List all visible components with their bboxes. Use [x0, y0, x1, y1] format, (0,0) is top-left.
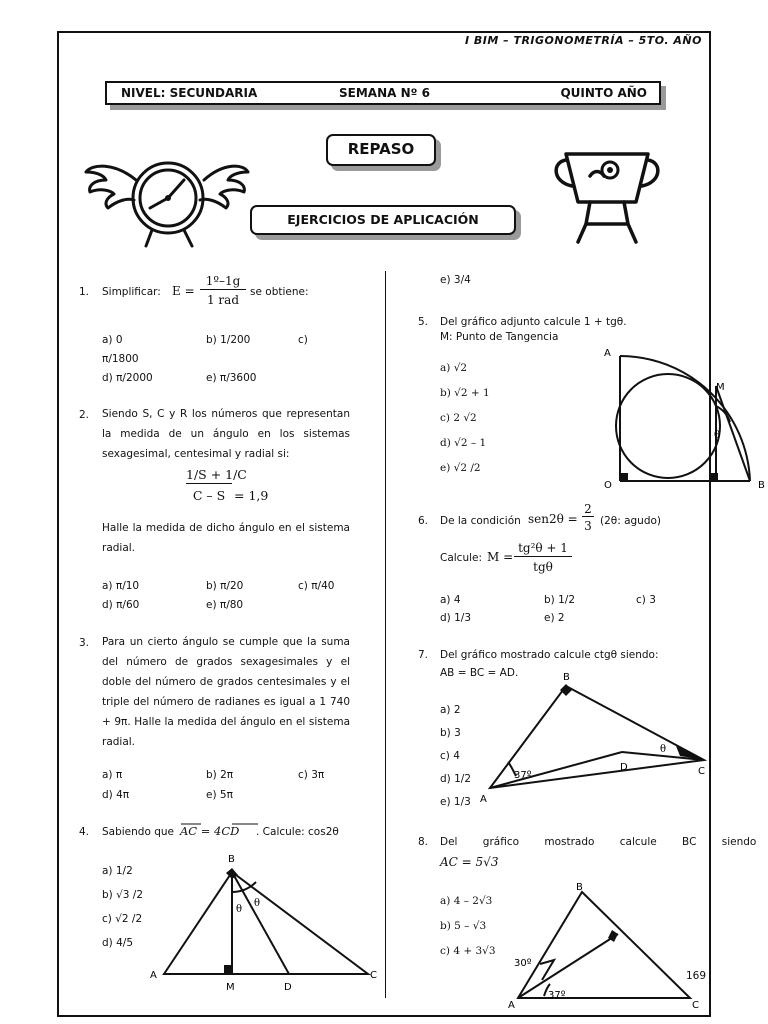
option: b) 2π — [206, 769, 234, 781]
problem-number: 4. — [79, 826, 90, 838]
problem-note: (2θ: agudo) — [600, 515, 662, 527]
problem-number: 1. — [79, 286, 90, 298]
formula-numerator: 1º–1g — [200, 275, 246, 290]
option: e) π/80 — [206, 599, 244, 611]
section-subtitle: EJERCICIOS DE APLICACIÓN — [250, 205, 516, 235]
option: d) 4π — [102, 789, 130, 801]
problem-number: 8. — [418, 836, 429, 848]
formula-numerator: 2 — [582, 503, 594, 517]
vertex-label-a: A — [508, 1000, 515, 1011]
point-label-d: D — [284, 982, 292, 993]
option: a) 2 — [440, 704, 461, 716]
course-header: I BIM – TRIGONOMETRÍA – 5TO. AÑO — [464, 34, 702, 47]
formula-lhs: E = — [172, 284, 195, 298]
option: e) 3/4 — [440, 274, 471, 286]
overline-marks — [180, 823, 260, 827]
problem-text: Simplificar: — [102, 286, 161, 298]
option: c) — [298, 334, 308, 346]
option: d) 1/2 — [440, 773, 471, 785]
triangle-diagram-p4 — [150, 852, 385, 994]
option: e) 5π — [206, 789, 233, 801]
option: b) √3 /2 — [102, 889, 144, 901]
page-number: 169 — [686, 970, 707, 982]
formula-condition: AC = 4CD — [180, 824, 240, 838]
angle-label-37: 37º — [548, 990, 566, 1001]
year-label: QUINTO AÑO — [560, 86, 647, 100]
formula-denominator: tgθ — [533, 560, 553, 574]
option: π/1800 — [102, 353, 139, 365]
problem-number: 7. — [418, 649, 429, 661]
week-label: SEMANA Nº 6 — [339, 86, 430, 100]
vertex-label-b: B — [576, 882, 583, 893]
option: c) √2 /2 — [102, 913, 143, 925]
problem-text — [440, 836, 757, 849]
problem-text: Sabiendo que — [102, 826, 175, 838]
option: c) 2 √2 — [440, 412, 477, 424]
option: b) π/20 — [206, 580, 244, 592]
option: a) √2 — [440, 362, 468, 374]
problem-text-tail: se obtiene: — [250, 286, 309, 298]
vertex-label-c: C — [692, 1000, 699, 1011]
option: d) 4/5 — [102, 937, 133, 949]
vertex-label-a: A — [150, 970, 157, 981]
vertex-label-b: B — [228, 854, 235, 865]
option: b) √2 + 1 — [440, 387, 490, 399]
angle-label-theta: θ — [254, 898, 261, 909]
formula-numerator: tg²θ + 1 — [514, 542, 572, 557]
problem-text: Del gráfico mostrado calcule ctgθ siendo: — [440, 649, 659, 661]
angle-label-theta: θ — [660, 744, 667, 755]
vertex-label-c: C — [698, 766, 705, 777]
triangle-diagram-p7 — [476, 670, 711, 810]
problem-text-span: Del gráfico mostrado calcule BC siendo — [440, 836, 757, 848]
problem-number: 3. — [79, 637, 90, 649]
level-label: NIVEL: SECUNDARIA — [121, 86, 258, 100]
option: b) 1/2 — [544, 594, 575, 606]
option: c) π/40 — [298, 580, 335, 592]
point-label-a: A — [604, 348, 611, 359]
problem-text: De la condición — [440, 515, 521, 527]
formula-rhs: = 1,9 — [234, 488, 269, 503]
problem-text: Halle la medida de dicho ángulo en el sistema radial. — [102, 522, 350, 554]
option: e) √2 /2 — [440, 462, 481, 474]
problem-number: 5. — [418, 316, 429, 328]
option: a) 4 — [440, 594, 461, 606]
angle-label-theta: θ — [714, 430, 721, 441]
option: d) 1/3 — [440, 612, 471, 624]
option: c) 3 — [636, 594, 656, 606]
point-label-o: O — [604, 480, 612, 491]
option: a) 0 — [102, 334, 123, 346]
problem-note: M: Punto de Tangencia — [440, 331, 559, 343]
quarter-circle-diagram-p5 — [600, 346, 765, 491]
trophy-character-illustration — [552, 146, 662, 246]
problem-text-tail: . Calcule: cos2θ — [256, 826, 339, 838]
formula-lhs: M = — [487, 550, 514, 564]
formula-condition: sen2θ = — [528, 512, 578, 526]
option: b) 5 – √3 — [440, 920, 487, 932]
angle-label-theta: θ — [236, 904, 243, 915]
angle-label-30: 30º — [514, 958, 532, 969]
problem-number: 6. — [418, 515, 429, 527]
option: b) 1/200 — [206, 334, 251, 346]
option: a) π — [102, 769, 123, 781]
problem-text: Siendo S, C y R los números que representan la medida de un ángulo en los sistemas sexagesimal, centesimal y radial si: — [102, 408, 350, 460]
point-label-b: B — [758, 480, 765, 491]
triangle-diagram-p8 — [504, 880, 707, 1020]
point-label-m: M — [716, 382, 725, 393]
angle-label: 37º — [514, 770, 532, 781]
option: b) 3 — [440, 727, 461, 739]
formula-denominator: 1 rad — [206, 293, 240, 307]
vertex-label-b: B — [563, 672, 570, 683]
problem-text: Calcule: — [440, 552, 483, 564]
option: e) 1/3 — [440, 796, 471, 808]
vertex-label-c: C — [370, 970, 377, 981]
option: c) 4 + 3√3 — [440, 945, 496, 957]
option: e) π/3600 — [206, 372, 257, 384]
page-title: REPASO — [326, 134, 436, 166]
option: d) π/2000 — [102, 372, 153, 384]
column-divider — [385, 271, 386, 998]
option: d) √2 – 1 — [440, 437, 487, 449]
problem-condition: AB = BC = AD. — [440, 667, 519, 679]
point-label-d: D — [620, 762, 628, 773]
problem-number: 2. — [79, 409, 90, 421]
winged-clock-illustration — [84, 150, 249, 250]
formula-condition: AC = 5√3 — [440, 855, 499, 869]
formula-denominator: 3 — [584, 519, 592, 533]
option: c) 4 — [440, 750, 460, 762]
problem-text: Para un cierto ángulo se cumple que la suma del número de grados sexagesimales y el doble del número de grados centesimales y el triple del número de radianes es igual a 1 740 + 9π. Halle la medida del ángulo en el sistema radial. — [102, 636, 350, 748]
option: c) 3π — [298, 769, 325, 781]
vertex-label-a: A — [480, 794, 487, 805]
formula-numerator: 1/S + 1/C — [186, 467, 247, 482]
problem-text: Del gráfico adjunto calcule 1 + tgθ. — [440, 316, 627, 328]
option: e) 2 — [544, 612, 565, 624]
point-label-m: M — [226, 982, 235, 993]
option: a) 1/2 — [102, 865, 133, 877]
option: a) 4 – 2√3 — [440, 895, 493, 907]
formula-denominator: C – S — [192, 488, 226, 503]
option: d) π/60 — [102, 599, 140, 611]
option: a) π/10 — [102, 580, 140, 592]
level-bar — [105, 81, 661, 105]
